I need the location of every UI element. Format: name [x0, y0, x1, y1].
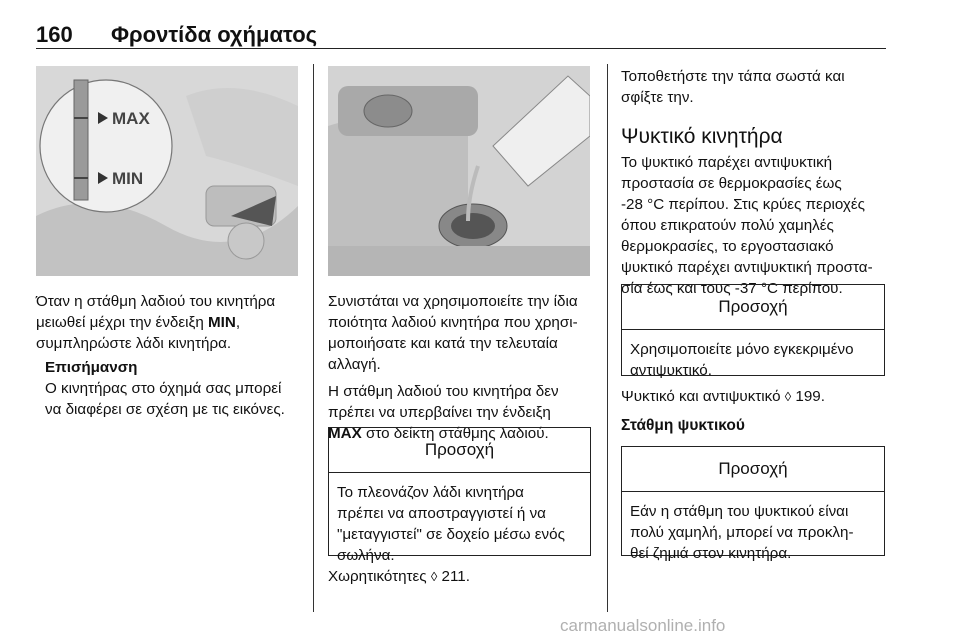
oil-fill-illustration [328, 66, 590, 276]
antifreeze-reference: Ψυκτικό και αντιψυκτικό ◊ 199. [621, 388, 825, 405]
page-ref-icon: ◊ [784, 389, 792, 404]
engine-note [45, 357, 301, 420]
dipstick-drawing [36, 66, 298, 276]
max-keyword: MAX [328, 425, 362, 442]
caution-title: Προσοχή [622, 447, 884, 492]
capacities-reference: Χωρητικότητες ◊ 211. [328, 568, 470, 585]
note-line-2: να διαφέρει σε σχέση με τις εικόνες. [45, 401, 285, 418]
watermark: carmanualsonline.info [560, 616, 726, 635]
caution-title: Προσοχή [329, 428, 590, 473]
coolant-section-title: Ψυκτικό κινητήρα [621, 125, 783, 148]
caution-box-coolant-level [621, 446, 885, 562]
min-mark-label: MIN [112, 169, 144, 188]
page-ref-icon: ◊ [430, 569, 438, 584]
coolant-paragraph: Το ψυκτικό παρέχει αντιψυκτική προστασία σε θερμοκρασίες έως -28 °C περίπου. Στις κρύες περιοχές όπου επικρατούν πολύ χαμηλές θερμοκρασίες, το εργοστασιακό ψυκτικό παρέχει αντιψυκτική προστα- σία έως και τους -37 °C περίπου. [621, 154, 873, 297]
min-level-paragraph: Όταν η στάθμη λαδιού του κινητήρα μειωθεί μέχρι την ένδειξη MIN, συμπληρώστε λάδι κινητήρα. [36, 293, 276, 352]
capacities-page-link[interactable]: 211. [437, 568, 470, 585]
column-2-text [328, 291, 598, 444]
column-divider-1 [313, 64, 314, 612]
note-heading: Επισήμανση [45, 359, 138, 376]
column-divider-2 [607, 64, 608, 612]
antifreeze-page-link[interactable]: 199. [791, 388, 825, 405]
dipstick-illustration [36, 66, 298, 276]
min-keyword: MIN [207, 314, 236, 331]
oil-fill-drawing [328, 66, 590, 276]
max-mark-label: MAX [112, 109, 150, 128]
page-header [36, 14, 886, 49]
caution-box-antifreeze [621, 284, 885, 379]
page-number: 160 [36, 22, 73, 47]
page-title: Φροντίδα οχήματος [111, 22, 318, 47]
cap-tighten-paragraph: Τοποθετήστε την τάπα σωστά και σφίξτε την. [621, 68, 845, 106]
coolant-level-subtitle: Στάθμη ψυκτικού [621, 417, 745, 434]
caution-body: Το πλεονάζον λάδι κινητήρα πρέπει να αποστραγγιστεί ή να "μεταγγιστεί" σε δοχείο μέσω ενός σωλήνα. [337, 484, 565, 564]
max-level-paragraph: Η στάθμη λαδιού του κινητήρα δεν πρέπει να υπερβαίνει την ένδειξη MAX στο δείκτη στάθμης λαδιού. [328, 383, 559, 442]
caution-title: Προσοχή [622, 285, 884, 330]
note-line-1: Ο κινητήρας στο όχημά σας μπορεί [45, 380, 282, 397]
caution-body: Χρησιμοποιείτε μόνο εγκεκριμένο αντιψυκτικό. [630, 341, 854, 379]
column-1-text [36, 291, 301, 420]
caution-body: Εάν η στάθμη του ψυκτικού είναι πολύ χαμηλή, μπορεί να προκλη- θεί ζημιά στον κινητήρα. [630, 503, 854, 562]
caution-box-excess-oil [328, 427, 591, 564]
oil-quality-paragraph: Συνιστάται να χρησιμοποιείτε την ίδια ποιότητα λαδιού κινητήρα που χρησι- μοποιήσατε και κατά την τελευταία αλλαγή. [328, 293, 578, 373]
